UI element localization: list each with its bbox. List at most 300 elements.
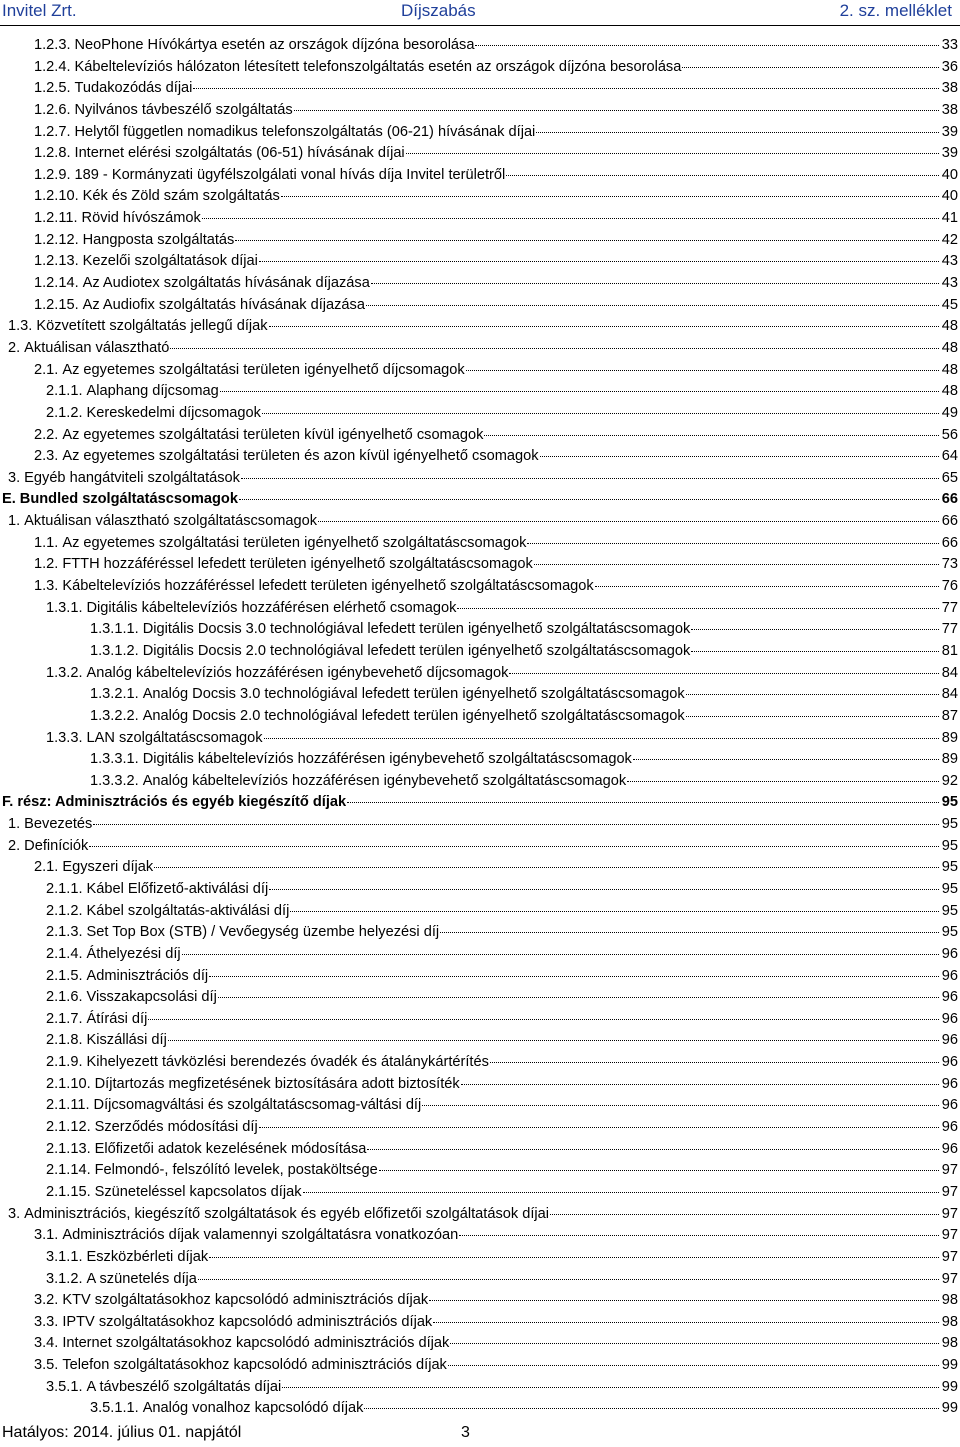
toc-dot-leader (627, 781, 939, 782)
toc-dot-leader (550, 1214, 939, 1215)
toc-dot-leader (154, 867, 939, 868)
toc-entry-number: 2.1.15. (46, 1183, 91, 1200)
toc-entry-page: 97 (941, 1183, 958, 1200)
toc-entry[interactable] (0, 122, 960, 144)
toc-entry[interactable] (0, 901, 960, 923)
toc-dot-leader (281, 196, 939, 197)
toc-entry-page: 96 (941, 945, 958, 962)
toc-dot-leader (303, 1192, 939, 1193)
toc-entry-number: 3.1.2. (46, 1270, 83, 1287)
toc-entry-page: 49 (941, 404, 958, 421)
toc-entry[interactable] (0, 1204, 960, 1226)
toc-entry-page: 77 (941, 599, 958, 616)
toc-entry-title: Telefon szolgáltatásokhoz kapcsolódó adminisztrációs díjak (62, 1357, 447, 1374)
toc-entry-number: 1.3.1. (46, 599, 83, 616)
toc-dot-leader (262, 413, 939, 414)
toc-entry-page: 48 (941, 339, 958, 356)
toc-dot-leader (193, 88, 939, 89)
toc-entry-page: 95 (941, 859, 958, 876)
toc-entry-number: 1.2.15. (34, 296, 79, 313)
toc-entry[interactable] (0, 165, 960, 187)
toc-entry[interactable] (0, 338, 960, 360)
toc-dot-leader (509, 673, 939, 674)
toc-entry[interactable] (0, 879, 960, 901)
toc-dot-leader (686, 716, 939, 717)
toc-dot-leader (371, 283, 939, 284)
toc-entry-title: Az Audiotex szolgáltatás hívásának díjazása (82, 275, 370, 292)
toc-entry-title: LAN szolgáltatáscsomagok (86, 729, 263, 746)
toc-entry[interactable] (0, 814, 960, 836)
toc-entry-page: 36 (941, 58, 958, 75)
toc-entry-number: 3.5. (34, 1357, 59, 1374)
toc-entry-page: 48 (941, 318, 958, 335)
toc-dot-leader (429, 1300, 939, 1301)
toc-entry-title: Aktuálisan választható szolgáltatáscsomagok (24, 513, 318, 530)
toc-entry-title: Az egyetemes szolgáltatási területen igényelhető díjcsomagok (62, 361, 465, 378)
toc-entry-title: Átírási díj (86, 1010, 148, 1027)
toc-entry-page: 76 (941, 578, 958, 595)
toc-entry-page: 48 (941, 361, 958, 378)
toc-entry[interactable] (0, 966, 960, 988)
toc-entry-title: Kábel szolgáltatás-aktiválási díj (86, 902, 290, 919)
toc-dot-leader (536, 132, 939, 133)
toc-entry-number: 1.3.2. (46, 664, 83, 681)
toc-dot-leader (239, 499, 939, 500)
toc-entry-page: 92 (941, 772, 958, 789)
toc-dot-leader (540, 456, 939, 457)
toc-entry-title: Internet szolgáltatásokhoz kapcsolódó adminisztrációs díjak (62, 1335, 450, 1352)
toc-entry-number: 3.1. (34, 1227, 59, 1244)
toc-dot-leader (506, 175, 939, 176)
toc-entry-number: 2.1.10. (46, 1075, 91, 1092)
toc-entry-title: Adminisztrációs díjak valamennyi szolgáltatásra vonatkozóan (62, 1227, 459, 1244)
toc-entry-page: 99 (941, 1357, 958, 1374)
toc-entry[interactable] (0, 100, 960, 122)
toc-entry[interactable] (0, 598, 960, 620)
toc-dot-leader (218, 997, 939, 998)
toc-entry-number: 2. (8, 339, 21, 356)
toc-entry-page: 95 (941, 794, 958, 811)
footer-page-number: 3 (461, 1424, 470, 1441)
toc-entry-page: 38 (941, 101, 958, 118)
toc-entry-page: 77 (941, 621, 958, 638)
toc-entry-page: 39 (941, 123, 958, 140)
toc-entry-number: 2.1.8. (46, 1032, 83, 1049)
toc-entry-number: 1.3.1.2. (90, 642, 139, 659)
toc-entry-page: 96 (941, 1010, 958, 1027)
toc-entry-number: 2.1. (34, 361, 59, 378)
toc-dot-leader (686, 694, 939, 695)
toc-entry-number: 2.1.4. (46, 945, 83, 962)
toc-entry-number: 2.1.2. (46, 404, 83, 421)
toc-entry-page: 56 (941, 426, 958, 443)
toc-entry[interactable] (0, 987, 960, 1009)
toc-entry-title: Hangposta szolgáltatás (82, 231, 235, 248)
toc-entry-number: 2.1.3. (46, 924, 83, 941)
toc-dot-leader (466, 370, 939, 371)
toc-dot-leader (259, 1127, 939, 1128)
toc-entry-title: Digitális kábeltelevíziós hozzáférésen igénybevehető szolgáltatáscsomagok (142, 751, 632, 768)
toc-entry-title: Kábeltelevíziós hálózaton létesített telefonszolgáltatás esetén az országok díjzóna besorolása (74, 58, 682, 75)
toc-entry-page: 95 (941, 902, 958, 919)
toc-entry[interactable] (0, 35, 960, 57)
toc-entry-title: Eszközbérleti díjak (86, 1248, 209, 1265)
toc-entry-page: 38 (941, 80, 958, 97)
toc-dot-leader (422, 1105, 939, 1106)
toc-entry-page: 64 (941, 448, 958, 465)
toc-entry[interactable] (0, 273, 960, 295)
toc-entry-title: Analóg Docsis 2.0 technológiával lefedett terülen igényelhető szolgáltatáscsomagok (142, 707, 685, 724)
toc-dot-leader (534, 564, 939, 565)
toc-entry-title: Felmondó-, felszólító levelek, postaköltsége (94, 1162, 378, 1179)
toc-entry-page: 97 (941, 1162, 958, 1179)
toc-entry-page: 98 (941, 1335, 958, 1352)
toc-entry-page: 84 (941, 686, 958, 703)
toc-entry-number: 1.2.3. (34, 37, 71, 53)
toc-entry[interactable] (0, 143, 960, 165)
toc-entry[interactable] (0, 706, 960, 728)
toc-entry-number: 2.1.2. (46, 902, 83, 919)
toc-entry-title: Kábeltelevíziós hozzáféréssel lefedett területen igényelhető szolgáltatáscsomagok (62, 578, 594, 595)
header-title: Díjszabás (401, 1, 476, 20)
toc-dot-leader (170, 348, 939, 349)
toc-entry-page: 43 (941, 253, 958, 270)
toc-entry-page: 96 (941, 1075, 958, 1092)
toc-entry-page: 84 (941, 664, 958, 681)
toc-entry[interactable] (0, 251, 960, 273)
toc-entry-title: Kereskedelmi díjcsomagok (86, 404, 261, 421)
toc-entry-title: 189 - Kormányzati ügyfélszolgálati vonal hívás díja Invitel területről (74, 166, 506, 183)
toc-entry[interactable] (0, 944, 960, 966)
toc-entry[interactable] (0, 425, 960, 447)
toc-entry[interactable] (0, 1052, 960, 1074)
toc-dot-leader (475, 45, 939, 46)
toc-entry-number: 1.3. (8, 318, 33, 335)
toc-entry[interactable] (0, 641, 960, 663)
toc-entry[interactable] (0, 186, 960, 208)
toc-entry[interactable] (0, 576, 960, 598)
toc-entry[interactable] (0, 771, 960, 793)
table-of-contents (0, 35, 960, 1420)
toc-entry-number: 2. (8, 837, 21, 854)
toc-dot-leader (691, 651, 939, 652)
toc-entry-number: 2.1.13. (46, 1140, 91, 1157)
toc-entry-number: 1.2.6. (34, 101, 71, 118)
toc-dot-leader (459, 1235, 939, 1236)
toc-entry-number: 3.5.1.1. (90, 1400, 139, 1417)
toc-entry-page: 33 (941, 37, 958, 53)
toc-entry-page: 42 (941, 231, 958, 248)
toc-entry-title: Tudakozódás díjai (74, 80, 193, 97)
toc-entry-title: Analóg kábeltelevíziós hozzáférésen igénybevehető szolgáltatáscsomagok (142, 772, 627, 789)
toc-entry[interactable] (0, 78, 960, 100)
toc-entry-number: 1.3.3.2. (90, 772, 139, 789)
toc-entry-page: 40 (941, 166, 958, 183)
toc-entry-number: 3.3. (34, 1313, 59, 1330)
toc-entry-number: 3.4. (34, 1335, 59, 1352)
toc-dot-leader (220, 391, 939, 392)
toc-entry-title: Közvetített szolgáltatás jellegű díjak (36, 318, 268, 335)
toc-entry-number: 1.2.4. (34, 58, 71, 75)
toc-dot-leader (433, 1322, 939, 1323)
toc-dot-leader (461, 1084, 939, 1085)
toc-entry[interactable] (0, 836, 960, 858)
toc-entry-title: A távbeszélő szolgáltatás díjai (86, 1378, 282, 1395)
toc-dot-leader (269, 889, 939, 890)
toc-entry-title: Adminisztrációs díj (86, 967, 209, 984)
toc-dot-leader (406, 153, 939, 154)
toc-dot-leader (209, 1257, 939, 1258)
toc-entry[interactable] (0, 381, 960, 403)
toc-entry-title: Digitális Docsis 3.0 technológiával lefedett terülen igényelhető szolgáltatáscsomagok (142, 621, 691, 638)
toc-entry[interactable] (0, 619, 960, 641)
toc-entry-title: Az Audiofix szolgáltatás hívásának díjazása (82, 296, 365, 313)
toc-entry[interactable] (0, 533, 960, 555)
page-header (0, 0, 960, 26)
toc-entry-title: Digitális kábeltelevíziós hozzáférésen elérhető csomagok (86, 599, 457, 616)
toc-dot-leader (527, 543, 939, 544)
toc-entry-number: 2.1.7. (46, 1010, 83, 1027)
toc-entry-page: 96 (941, 989, 958, 1006)
toc-entry-number: 1.2.14. (34, 275, 79, 292)
toc-entry-page: 99 (941, 1400, 958, 1417)
toc-entry-page: 97 (941, 1205, 958, 1222)
toc-entry-number: 1.3.2.2. (90, 707, 139, 724)
toc-dot-leader (366, 305, 939, 306)
toc-entry[interactable] (0, 446, 960, 468)
toc-entry-page: 96 (941, 1032, 958, 1049)
toc-entry[interactable] (0, 208, 960, 230)
toc-entry-page: 95 (941, 816, 958, 833)
toc-entry[interactable] (0, 489, 960, 511)
toc-dot-leader (633, 759, 939, 760)
toc-entry-title: Kihelyezett távközlési berendezés óvadék és átalánykártérítés (86, 1054, 489, 1071)
toc-dot-leader (440, 932, 939, 933)
toc-entry[interactable] (0, 360, 960, 382)
toc-dot-leader (182, 954, 939, 955)
toc-entry-page: 98 (941, 1313, 958, 1330)
toc-entry-number: 1.3.2.1. (90, 686, 139, 703)
toc-entry-number: E. (2, 491, 16, 508)
toc-entry-number: 1.3.1.1. (90, 621, 139, 638)
toc-entry[interactable] (0, 1312, 960, 1334)
toc-entry-page: 66 (941, 534, 958, 551)
toc-entry[interactable] (0, 1030, 960, 1052)
toc-entry[interactable] (0, 316, 960, 338)
toc-entry[interactable] (0, 403, 960, 425)
toc-entry-page: 73 (941, 556, 958, 573)
toc-entry-title: Kezelői szolgáltatások díjai (82, 253, 258, 270)
toc-dot-leader (259, 261, 939, 262)
toc-dot-leader (148, 1019, 939, 1020)
page-footer (0, 1424, 960, 1446)
toc-entry-page: 97 (941, 1227, 958, 1244)
toc-entry-page: 97 (941, 1270, 958, 1287)
toc-entry-number: 2.1.9. (46, 1054, 83, 1071)
toc-entry-title: Nyilvános távbeszélő szolgáltatás (74, 101, 293, 118)
toc-entry-title: Szüneteléssel kapcsolatos díjak (94, 1183, 302, 1200)
toc-entry-page: 96 (941, 1097, 958, 1114)
toc-dot-leader (209, 976, 939, 977)
toc-entry-number: 1. (8, 816, 21, 833)
toc-entry-page: 96 (941, 967, 958, 984)
toc-entry[interactable] (0, 468, 960, 490)
toc-entry-page: 87 (941, 707, 958, 724)
toc-entry-page: 98 (941, 1292, 958, 1309)
toc-dot-leader (269, 326, 939, 327)
toc-entry[interactable] (0, 295, 960, 317)
toc-dot-leader (264, 738, 939, 739)
toc-entry-page: 40 (941, 188, 958, 205)
toc-entry[interactable] (0, 792, 960, 814)
toc-dot-leader (490, 1062, 939, 1063)
toc-entry-page: 96 (941, 1140, 958, 1157)
toc-entry-title: Szerződés módosítási díj (94, 1119, 258, 1136)
toc-entry-number: 3.2. (34, 1292, 59, 1309)
toc-entry-page: 65 (941, 469, 958, 486)
toc-entry-title: Analóg Docsis 3.0 technológiával lefedett terülen igényelhető szolgáltatáscsomagok (142, 686, 685, 703)
toc-entry[interactable] (0, 1009, 960, 1031)
toc-entry-title: Az egyetemes szolgáltatási területen igényelhető szolgáltatáscsomagok (62, 534, 527, 551)
toc-entry-title: rész: Adminisztrációs és egyéb kiegészítő díjak (17, 794, 347, 811)
toc-entry-title: Egyszeri díjak (62, 859, 154, 876)
toc-entry-title: Az egyetemes szolgáltatási területen és azon kívül igényelhető csomagok (62, 448, 539, 465)
toc-entry-title: Alaphang díjcsomag (86, 383, 219, 400)
toc-dot-leader (595, 586, 939, 587)
toc-entry[interactable] (0, 728, 960, 750)
toc-entry-number: 1. (8, 513, 21, 530)
toc-dot-leader (294, 110, 939, 111)
toc-entry[interactable] (0, 1139, 960, 1161)
toc-entry-number: 1.3.3. (46, 729, 83, 746)
toc-entry-number: 2.1.5. (46, 967, 83, 984)
toc-entry-page: 66 (941, 491, 958, 508)
toc-entry-title: Visszakapcsolási díj (86, 989, 217, 1006)
toc-entry[interactable] (0, 1160, 960, 1182)
toc-entry[interactable] (0, 1290, 960, 1312)
toc-entry-title: Kék és Zöld szám szolgáltatás (82, 188, 280, 205)
toc-entry-page: 96 (941, 1119, 958, 1136)
toc-entry-number: 1.2. (34, 556, 59, 573)
toc-entry-title: Digitális Docsis 2.0 technológiával lefedett terülen igényelhető szolgáltatáscsomagok (142, 642, 691, 659)
toc-dot-leader (282, 1387, 939, 1388)
toc-entry[interactable] (0, 922, 960, 944)
toc-entry[interactable] (0, 230, 960, 252)
toc-entry-number: 1.2.7. (34, 123, 71, 140)
toc-entry[interactable] (0, 1398, 960, 1420)
toc-entry-title: Rövid hívószámok (81, 210, 201, 227)
toc-entry-number: 1.3. (34, 578, 59, 595)
footer-effective-date: Hatályos: 2014. július 01. napjától (2, 1424, 242, 1441)
toc-entry-title: Aktuálisan választható (24, 339, 170, 356)
toc-entry[interactable] (0, 663, 960, 685)
toc-entry-number: 1.1. (34, 534, 59, 551)
header-company: Invitel Zrt. (2, 1, 77, 20)
toc-entry[interactable] (0, 554, 960, 576)
toc-entry-page: 39 (941, 145, 958, 162)
toc-entry-title: Díjcsomagváltási és szolgáltatáscsomag-váltási díj (93, 1097, 422, 1114)
toc-entry-number: 1.2.11. (34, 210, 78, 227)
toc-dot-leader (682, 67, 939, 68)
toc-entry[interactable] (0, 1182, 960, 1204)
toc-entry-page: 43 (941, 275, 958, 292)
toc-entry[interactable] (0, 684, 960, 706)
header-divider (0, 25, 960, 26)
toc-entry-page: 97 (941, 1248, 958, 1265)
toc-entry[interactable] (0, 1355, 960, 1377)
toc-entry-title: A szünetelés díja (86, 1270, 197, 1287)
toc-entry[interactable] (0, 857, 960, 879)
toc-dot-leader (318, 521, 939, 522)
toc-dot-leader (691, 629, 939, 630)
toc-entry-number: 3.1.1. (46, 1248, 83, 1265)
toc-entry-title: Az egyetemes szolgáltatási területen kívül igényelhető csomagok (62, 426, 484, 443)
toc-entry-number: 3. (8, 1205, 21, 1222)
toc-entry-title: NeoPhone Hívókártya esetén az országok díjzóna besorolása (74, 37, 475, 53)
toc-entry-number: 1.2.9. (34, 166, 71, 183)
toc-entry-title: Bevezetés (24, 816, 93, 833)
toc-dot-leader (457, 608, 939, 609)
toc-entry[interactable] (0, 1377, 960, 1399)
toc-entry[interactable] (0, 1095, 960, 1117)
toc-entry-title: Előfizetői adatok kezelésének módosítása (94, 1140, 367, 1157)
toc-entry-title: Bundled szolgáltatáscsomagok (19, 491, 238, 508)
toc-dot-leader (198, 1279, 939, 1280)
toc-entry-page: 48 (941, 383, 958, 400)
toc-entry[interactable] (0, 1333, 960, 1355)
toc-entry-title: FTTH hozzáféréssel lefedett területen igényelhető szolgáltatáscsomagok (62, 556, 533, 573)
toc-dot-leader (448, 1365, 939, 1366)
toc-entry[interactable] (0, 749, 960, 771)
toc-dot-leader (290, 911, 939, 912)
toc-entry-number: 2.3. (34, 448, 59, 465)
toc-entry-number: 1.2.13. (34, 253, 79, 270)
toc-entry-title: Helytől független nomadikus telefonszolgáltatás (06-21) hívásának díjai (74, 123, 536, 140)
toc-entry[interactable] (0, 511, 960, 533)
toc-entry[interactable] (0, 57, 960, 79)
toc-entry-title: KTV szolgáltatásokhoz kapcsolódó adminisztrációs díjak (62, 1292, 429, 1309)
toc-entry-number: 2.1.12. (46, 1119, 91, 1136)
toc-entry-number: 2.2. (34, 426, 59, 443)
toc-entry[interactable] (0, 1247, 960, 1269)
toc-entry-page: 66 (941, 513, 958, 530)
toc-dot-leader (450, 1343, 939, 1344)
toc-entry-title: Definíciók (24, 837, 89, 854)
toc-entry-number: 2.1.1. (46, 880, 83, 897)
toc-entry[interactable] (0, 1225, 960, 1247)
toc-entry-number: 2.1.6. (46, 989, 83, 1006)
toc-entry-title: Kábel Előfizető-aktiválási díj (86, 880, 269, 897)
toc-entry[interactable] (0, 1074, 960, 1096)
toc-entry-page: 41 (941, 210, 958, 227)
toc-entry-number: 1.2.5. (34, 80, 71, 97)
toc-entry-title: IPTV szolgáltatásokhoz kapcsolódó adminisztrációs díjak (62, 1313, 433, 1330)
toc-entry-page: 95 (941, 837, 958, 854)
toc-entry-title: Kiszállási díj (86, 1032, 167, 1049)
toc-dot-leader (202, 218, 939, 219)
toc-entry-title: Díjtartozás megfizetésének biztosítására adott biztosíték (94, 1075, 460, 1092)
toc-entry-number: 3. (8, 469, 21, 486)
toc-entry-number: 3.5.1. (46, 1378, 83, 1395)
toc-entry-page: 89 (941, 729, 958, 746)
toc-dot-leader (484, 435, 939, 436)
toc-entry-page: 96 (941, 1054, 958, 1071)
toc-entry[interactable] (0, 1117, 960, 1139)
toc-entry-number: 2.1.14. (46, 1162, 91, 1179)
toc-dot-leader (367, 1149, 939, 1150)
toc-dot-leader (93, 824, 939, 825)
toc-entry[interactable] (0, 1269, 960, 1291)
